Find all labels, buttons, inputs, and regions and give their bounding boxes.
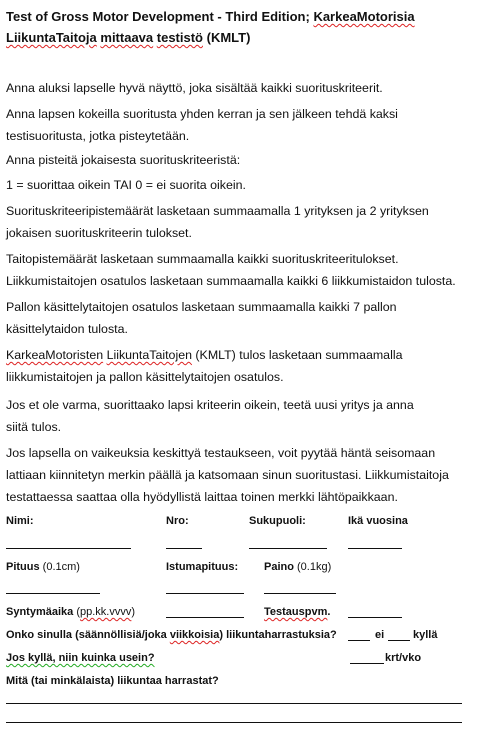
test-date-label: Testauspvm. — [264, 606, 331, 618]
birthdate-field[interactable] — [166, 617, 244, 618]
age-label: Ikä vuosina — [348, 515, 408, 527]
sport-answer-line-2[interactable] — [6, 722, 462, 723]
weight-label: Paino (0.1kg) — [264, 561, 332, 573]
instruction-paragraph: Suorituskriteeripistemäärät lasketaan summaamalla 1 yrityksen ja 2 yrityksen jokaisen suorituskriteerin tulokset. — [6, 204, 429, 240]
gender-label: Sukupuoli: — [249, 515, 306, 527]
height-field[interactable] — [6, 593, 100, 594]
instruction-paragraph: 1 = suorittaa oikein TAI 0 = ei suorita oikein. — [6, 178, 246, 192]
name-label: Nimi: — [6, 515, 34, 527]
title-text: mittaava — [100, 30, 154, 45]
sport-answer-line-1[interactable] — [6, 703, 462, 704]
name-field[interactable] — [6, 548, 131, 549]
test-date-field[interactable] — [348, 617, 402, 618]
number-label: Nro: — [166, 515, 189, 527]
age-field[interactable] — [348, 548, 402, 549]
no-answer-field[interactable] — [348, 640, 370, 641]
sport-question: Mitä (tai minkälaista) liikuntaa harrastat? — [6, 675, 219, 687]
instruction-paragraph: KarkeaMotoristen LiikuntaTaitojen (KMLT) tulos lasketaan summaamalla liikkumistaitojen ja pallon käsittelytaitojen osatulos. — [6, 348, 403, 384]
instruction-paragraph: Anna pisteitä jokaisesta suorituskriteeristä: — [6, 153, 241, 167]
instruction-paragraph: Jos et ole varma, suorittaako lapsi kriteerin oikein, teetä uusi yritys ja anna siitä tulos. — [6, 398, 414, 434]
height-label: Pituus (0.1cm) — [6, 561, 80, 573]
sitting-height-field[interactable] — [166, 593, 244, 594]
title-text: KarkeaMotorisia — [313, 9, 415, 24]
frequency-unit: krt/vko — [385, 652, 422, 664]
gender-field[interactable] — [249, 548, 327, 549]
instruction-paragraph: Taitopistemäärät lasketaan summaamalla kaikki suorituskriteeritulokset. Liikkumistaitojen osatulos lasketaan summaamalla kaikki 6 liikkumistaidon tulosta. — [6, 252, 456, 288]
weight-field[interactable] — [264, 593, 336, 594]
sitting-height-label: Istumapituus: — [166, 561, 239, 573]
frequency-field[interactable] — [350, 663, 384, 664]
title-text: (KMLT) — [203, 30, 251, 45]
title-text: Test of Gross Motor Development - Third Edition; — [6, 9, 314, 24]
number-field[interactable] — [166, 548, 202, 549]
document-title — [6, 6, 486, 48]
instruction-paragraph: Pallon käsittelytaitojen osatulos lasketaan summaamalla kaikki 7 pallon käsittelytaidon tulosta. — [6, 300, 397, 336]
instruction-paragraph: Anna lapsen kokeilla suoritusta yhden kerran ja sen jälkeen tehdä kaksi testisuoritusta, jotka pisteytetään. — [6, 107, 398, 143]
instruction-paragraph: Anna aluksi lapselle hyvä näyttö, joka sisältää kaikki suorituskriteerit. — [6, 81, 383, 95]
hobby-question: Onko sinulla (säännöllisiä/joka viikkoisia) liikuntaharrastuksia? — [6, 629, 337, 641]
yes-label: kyllä — [413, 629, 438, 641]
birthdate-label: Syntymäaika (pp.kk.vvvv) — [6, 606, 136, 618]
yes-answer-field[interactable] — [388, 640, 410, 641]
title-text: LiikuntaTaitoja — [6, 30, 97, 45]
title-text: testistö — [156, 30, 203, 45]
frequency-question: Jos kyllä, niin kuinka usein? — [6, 652, 155, 664]
instruction-paragraph: Jos lapsella on vaikeuksia keskittyä testaukseen, voit pyytää häntä seisomaan lattiaan kiinnitetyn merkin päällä ja katsomaan sinun suoritustasi. Liikkumistaitoja testattaessa saattaa olla hyödyllistä laittaa toinen merkki lähtöpaikkaan. — [6, 446, 449, 504]
no-label: ei — [375, 629, 385, 641]
